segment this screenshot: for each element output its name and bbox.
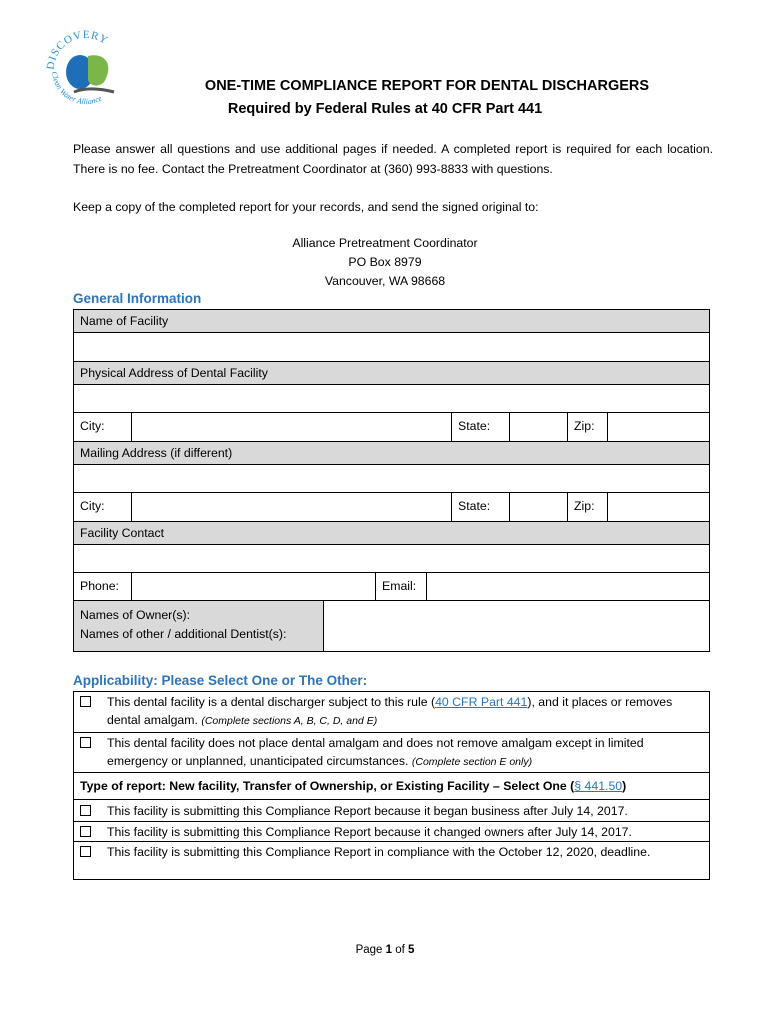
facility-contact-field[interactable] [74,545,709,573]
option-1-note: (Complete sections A, B, C, D, and E) [201,715,378,727]
address-line: Vancouver, WA 98668 [324,274,446,288]
city-field[interactable] [131,493,451,521]
mailing-instruction: Keep a copy of the completed report for your records, and send the signed original to: [73,200,539,214]
zip-field[interactable] [607,493,709,521]
state-label: State: [451,413,509,441]
type-option-1: This facility is submitting this Compliance Report because it began business after July 14, 2017. [74,801,709,821]
mailing-address-field[interactable] [74,465,709,493]
general-information-table [73,309,710,652]
facility-contact-label: Facility Contact [74,522,709,545]
city-field[interactable] [131,413,451,441]
address-line: Alliance Pretreatment Coordinator [292,236,478,250]
applicability-table [73,691,710,880]
cfr-part-441-link[interactable]: 40 CFR Part 441 [435,695,528,709]
intro-paragraph: Please answer all questions and use additional pages if needed. A completed report is required for each location. There is no fee. Contact the Pretreatment Coordinator at (360) 993-8833 with questions. [73,142,713,176]
checkbox[interactable] [80,805,91,816]
type-option-3: This facility is submitting this Compliance Report in compliance with the October 12, 2020, deadline. [74,841,709,879]
email-label: Email: [375,573,426,600]
page-number: Page 1 of 5 [355,944,415,956]
state-field[interactable] [509,413,567,441]
phone-email-row [74,573,709,601]
physical-city-state-zip-row [74,413,709,442]
page-title: ONE-TIME COMPLIANCE REPORT FOR DENTAL DISCHARGERS [204,78,650,94]
owners-dentists-row [74,601,709,651]
state-field[interactable] [509,493,567,521]
logo-lower-text: Clean Water Alliance [49,71,104,107]
checkbox[interactable] [80,846,91,857]
option-2-note: (Complete section E only) [411,756,533,768]
owners-label: Names of Owner(s): [80,608,191,622]
checkbox[interactable] [80,826,91,837]
phone-field[interactable] [131,573,375,600]
physical-address-field[interactable] [74,385,709,413]
state-label: State: [451,493,509,521]
mailing-city-state-zip-row [74,493,709,522]
discovery-clean-water-alliance-logo [44,26,128,110]
zip-field[interactable] [607,413,709,441]
applicability-heading: Applicability: Please Select One or The Other: [73,673,368,688]
applicability-option-1: This dental facility is a dental discharger subject to this rule (40 CFR Part 441), and it places or removes dental amalgam. (Complete sections A, B, C, D, and E) [74,692,709,732]
logo-arc-text: DISCOVERY [44,28,111,71]
zip-label: Zip: [567,493,607,521]
applicability-option-2: This dental facility does not place dental amalgam and does not remove amalgam except in limited emergency or unplanned, unanticipated circumstances. (Complete section E only) [74,732,709,770]
city-label: City: [80,419,105,433]
owners-dentists-field[interactable] [323,601,709,651]
zip-label: Zip: [567,413,607,441]
facility-name-field[interactable] [74,333,709,362]
email-field[interactable] [426,573,709,600]
owners-dentists-labels [74,601,323,651]
checkbox[interactable] [80,737,91,748]
coordinator-address [0,234,770,291]
address-line: PO Box 8979 [348,255,422,269]
general-information-heading: General Information [73,291,202,306]
mailing-address-label: Mailing Address (if different) [74,442,709,465]
page-subtitle: Required by Federal Rules at 40 CFR Part 441 [227,101,543,117]
physical-address-label: Physical Address of Dental Facility [74,362,709,385]
dentists-label: Names of other / additional Dentist(s): [80,627,287,641]
section-441-50-link[interactable]: § 441.50 [574,779,623,793]
type-of-report-heading: Type of report: New facility, Transfer of Ownership, or Existing Facility – Select One (§ 441.50) [74,772,709,800]
type-option-2: This facility is submitting this Compliance Report because it changed owners after July 14, 2017. [74,821,709,841]
checkbox[interactable] [80,696,91,707]
facility-name-label: Name of Facility [74,310,709,333]
city-label: City: [80,499,105,513]
phone-label: Phone: [80,579,119,593]
